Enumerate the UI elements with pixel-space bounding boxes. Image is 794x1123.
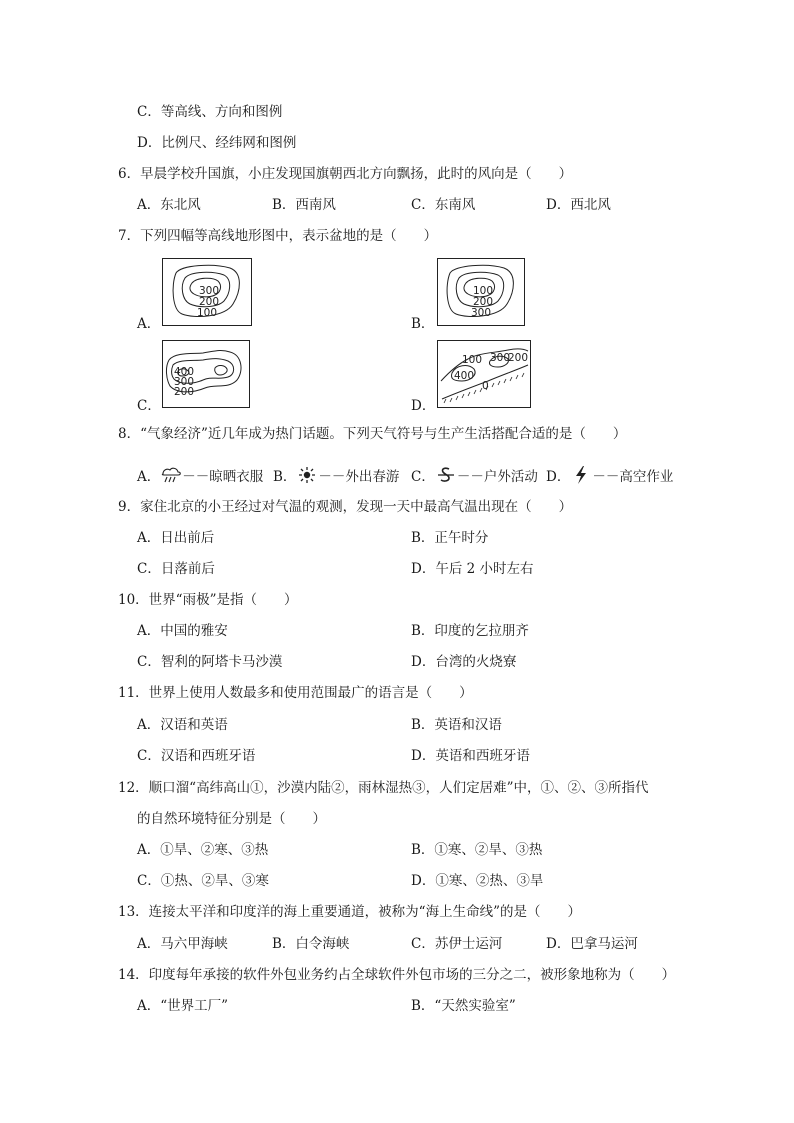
- map-a-label-1: 300: [199, 285, 220, 297]
- q7-option-b-label: B．: [411, 316, 435, 332]
- map-b-label-3: 300: [471, 307, 492, 319]
- q12-stem-continued: 的自然环境特征分别是（ ）: [137, 811, 326, 827]
- map-d-label-2: 400: [454, 370, 475, 382]
- q13-option-a: A．马六甲海峡: [137, 936, 228, 952]
- q8-option-d-text: －－高空作业: [592, 469, 674, 485]
- map-a-label-3: 100: [197, 307, 218, 319]
- map-c-label-2: 300: [174, 376, 195, 388]
- q10-option-c: C．智利的阿塔卡马沙漠: [137, 654, 283, 670]
- map-b-label-2: 200: [473, 296, 494, 308]
- sun-icon: [296, 466, 318, 489]
- q11-option-c: C．汉语和西班牙语: [137, 748, 256, 764]
- q13-stem: 13．连接太平洋和印度洋的海上重要通道，被称为“海上生命线”的是（ ）: [118, 904, 581, 920]
- rain-icon: [160, 466, 182, 489]
- map-d-label-3: 300: [490, 352, 511, 364]
- q10-option-d: D．台湾的火烧寮: [411, 654, 517, 670]
- q8-option-b: [273, 466, 399, 489]
- contour-map-b: [437, 258, 525, 326]
- q11-option-a: A．汉语和英语: [137, 717, 228, 733]
- q7-option-c-label: C．: [137, 398, 161, 414]
- q6-option-d: D．西北风: [546, 197, 611, 213]
- q8-option-d-label: D．: [546, 469, 571, 485]
- q13-option-b: B．白令海峡: [272, 936, 350, 952]
- q14-stem: 14．印度每年承接的软件外包业务约占全球软件外包市场的三分之二，被形象地称为（ ）: [118, 967, 676, 983]
- map-d-label-1: 100: [462, 354, 483, 366]
- q10-option-a: A．中国的雅安: [137, 623, 228, 639]
- q8-option-a: [137, 466, 263, 489]
- q10-option-b: B．印度的乞拉朋齐: [411, 623, 529, 639]
- q14-option-b: B．“天然实验室”: [411, 998, 516, 1014]
- lightning-icon: [570, 466, 592, 489]
- sandstorm-icon: [435, 466, 457, 489]
- map-c-label-3: 200: [174, 386, 195, 398]
- q8-option-a-text: －－晾晒衣服: [182, 469, 264, 485]
- q7-option-d-label: D．: [411, 398, 436, 414]
- q8-option-d: [546, 466, 673, 489]
- map-a-label-2: 200: [199, 296, 220, 308]
- q7-option-a-label: A．: [137, 316, 161, 332]
- q11-stem: 11．世界上使用人数最多和使用范围最广的语言是（ ）: [118, 685, 473, 701]
- q12-option-b: B．①寒、②旱、③热: [411, 842, 543, 858]
- q13-option-c: C．苏伊士运河: [411, 936, 503, 952]
- q12-stem: 12．顺口溜“高纬高山①，沙漠内陆②，雨林湿热③，人们定居难”中，①、②、③所指代: [118, 780, 649, 796]
- q7-stem: 7．下列四幅等高线地形图中，表示盆地的是（ ）: [118, 228, 438, 244]
- contour-map-c: [162, 340, 250, 408]
- q6-stem: 6．早晨学校升国旗，小庄发现国旗朝西北方向飘扬，此时的风向是（ ）: [118, 166, 573, 182]
- q9-option-c: C．日落前后: [137, 561, 215, 577]
- q6-option-a: A．东北风: [137, 197, 201, 213]
- map-d-label-4: 200: [508, 352, 529, 364]
- q9-option-d: D．午后 2 小时左右: [411, 561, 534, 577]
- contour-map-d: [437, 340, 531, 408]
- q9-option-b: B．正午时分: [411, 530, 489, 546]
- q8-option-b-label: B．: [273, 469, 297, 485]
- q6-option-c: C．东南风: [411, 197, 476, 213]
- q8-option-c-text: －－户外活动: [456, 469, 538, 485]
- q13-option-d: D．巴拿马运河: [546, 936, 638, 952]
- q12-option-d: D．①寒、②热、③旱: [411, 873, 544, 889]
- q5-option-d: D．比例尺、经纬网和图例: [137, 135, 297, 151]
- q12-option-a: A．①旱、②寒、③热: [137, 842, 269, 858]
- contour-map-a: [162, 258, 252, 326]
- q8-option-c: [411, 466, 538, 489]
- q12-option-c: C．①热、②旱、③寒: [137, 873, 269, 889]
- q14-option-a: A．“世界工厂”: [137, 998, 229, 1014]
- q10-stem: 10．世界“雨极”是指（ ）: [118, 592, 298, 608]
- map-b-label-1: 100: [473, 285, 494, 297]
- q5-option-c: C．等高线、方向和图例: [137, 104, 283, 120]
- q8-stem: 8．“气象经济”近几年成为热门话题。下列天气符号与生产生活搭配合适的是（ ）: [118, 426, 627, 442]
- q8-option-a-label: A．: [137, 469, 161, 485]
- map-c-label-1: 400: [174, 366, 195, 378]
- q9-stem: 9．家住北京的小王经过对气温的观测，发现一天中最高气温出现在（ ）: [118, 499, 573, 515]
- q6-option-b: B．西南风: [272, 197, 336, 213]
- q9-option-a: A．日出前后: [137, 530, 215, 546]
- q11-option-b: B．英语和汉语: [411, 717, 502, 733]
- q8-option-c-label: C．: [411, 469, 435, 485]
- q11-option-d: D．英语和西班牙语: [411, 748, 530, 764]
- q8-option-b-text: －－外出春游: [318, 469, 400, 485]
- map-d-label-5: 0: [482, 380, 489, 392]
